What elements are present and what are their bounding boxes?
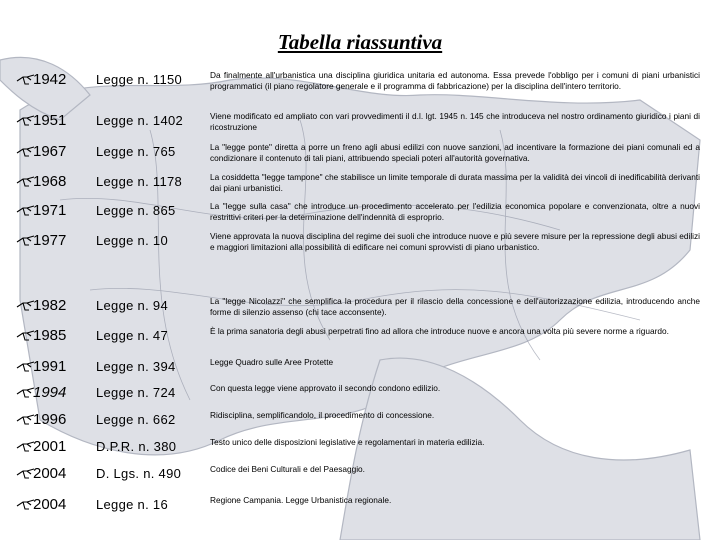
row-law: Legge n. 865 xyxy=(96,203,176,218)
row-year: 1977 xyxy=(33,232,67,249)
row-description: Codice dei Beni Culturali e del Paesaggio. xyxy=(210,464,365,474)
row-year: 1982 xyxy=(33,297,67,314)
row-year: 1942 xyxy=(33,71,67,88)
row-description: Ridisciplina, semplificandolo, il procedimento di concessione. xyxy=(210,410,435,420)
row-description: Viene modificato ed ampliato con vari provvedimenti il d.l. lgt. 1945 n. 145 che introduceva nel nostro ordinamento giuridico i piani di ricostruzione xyxy=(210,111,700,132)
row-description: Con questa legge viene approvato il secondo condono edilizio. xyxy=(210,383,441,393)
row-description: Da finalmente all'urbanistica una disciplina giuridica unitaria ed autonoma. Essa prevede l'obbligo per i comuni di piani urbanistici programmatici (il piano regolatore generale e il programma di fabbricazione) per la disciplina dell'intero territorio. xyxy=(210,70,700,91)
row-law: Legge n. 10 xyxy=(96,233,168,248)
row-year: 1971 xyxy=(33,202,67,219)
row-law: D.P.R. n. 380 xyxy=(96,439,177,454)
row-law: Legge n. 662 xyxy=(96,412,176,427)
row-description: La "legge ponte" diretta a porre un freno agli abusi edilizi con nuove sanzioni, ad incentivare la formazione dei piani comunali ed a condizionare il contenuto di tali piani, attribuendo speciali poteri all'autorità governativa. xyxy=(210,142,700,163)
row-description: È la prima sanatoria degli abusi perpetrati fino ad allora che introduce nuove e ancora una volta più severe norme a riguardo. xyxy=(210,326,669,336)
row-law: Legge n. 94 xyxy=(96,298,168,313)
row-year: 1994 xyxy=(33,384,67,401)
row-year: 1968 xyxy=(33,173,67,190)
row-year: 1967 xyxy=(33,143,67,160)
row-year: 1951 xyxy=(33,112,67,129)
row-description: Legge Quadro sulle Aree Protette xyxy=(210,357,334,367)
row-law: Legge n. 1402 xyxy=(96,113,184,128)
row-description: La "legge Nicolazzi" che semplifica la procedura per il rilascio della concessione e dell'autorizzazione edilizia, introducendo anche forme di silenzio assenso (chi tace acconsente). xyxy=(210,296,700,317)
row-year: 1985 xyxy=(33,327,67,344)
row-description: La cosiddetta "legge tampone" che stabilisce un limite temporale di durata massima per la validità dei vincoli di inedificabilità derivanti dai piani urbanistici. xyxy=(210,172,700,193)
row-year: 1991 xyxy=(33,358,67,375)
row-description: Regione Campania. Legge Urbanistica regionale. xyxy=(210,495,392,505)
row-law: Legge n. 16 xyxy=(96,497,168,512)
row-law: D. Lgs. n. 490 xyxy=(96,466,182,481)
page-title: Tabella riassuntiva xyxy=(277,30,443,54)
row-law: Legge n. 765 xyxy=(96,144,176,159)
row-year: 2001 xyxy=(33,438,67,455)
row-law: Legge n. 724 xyxy=(96,385,176,400)
row-description: La "legge sulla casa" che introduce un procedimento accelerato per l'edilizia economica popolare e convenzionata, oltre a nuovi restrittivi criteri per la determinazione dell'indennità di esproprio. xyxy=(210,201,700,222)
row-law: Legge n. 1150 xyxy=(96,72,183,87)
row-description: Viene approvata la nuova disciplina del regime dei suoli che introduce nuove e più severe misure per la repressione degli abusi edilizi e maggiori limitazioni alla possibilità di edificare nei comuni sprovvisti di piano urbanistico. xyxy=(210,231,700,252)
row-law: Legge n. 394 xyxy=(96,359,176,374)
row-law: Legge n. 1178 xyxy=(96,174,183,189)
row-year: 2004 xyxy=(33,496,67,513)
row-description: Testo unico delle disposizioni legislative e regolamentari in materia edilizia. xyxy=(210,437,485,447)
row-year: 2004 xyxy=(33,465,67,482)
row-year: 1996 xyxy=(33,411,67,428)
row-law: Legge n. 47 xyxy=(96,328,168,343)
